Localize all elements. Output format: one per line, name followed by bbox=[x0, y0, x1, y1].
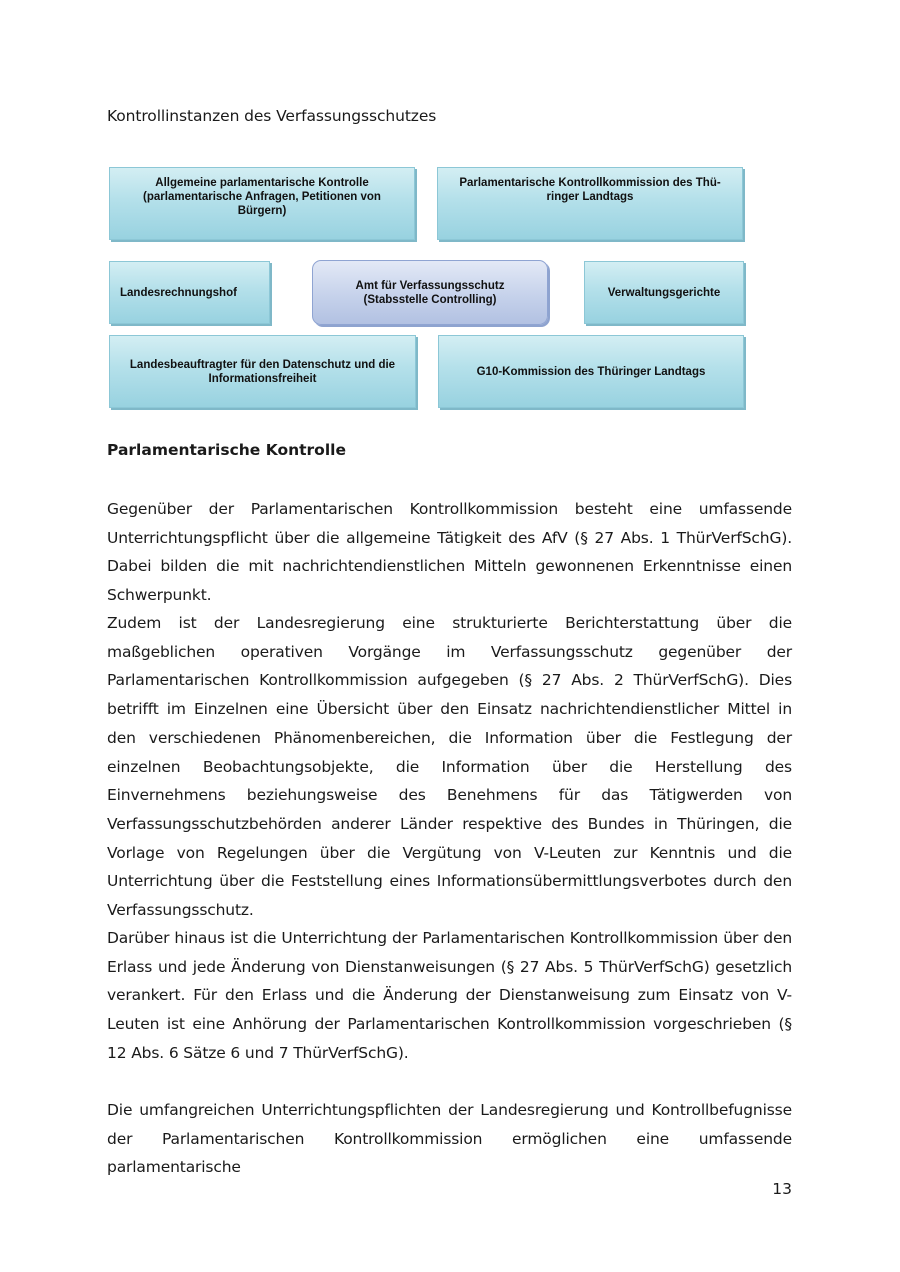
box-state-audit-court: Landesrechnungshof bbox=[109, 261, 270, 324]
paragraph-1: Gegenüber der Parlamentarischen Kontrollkommission besteht eine umfassende Unterrichtungspflicht über die allgemeine Tätigkeit des AfV (§ 27 Abs. 1 ThürVerfSchG). Dabei bilden die mit nachrichtendienstlichen Mitteln gewonnenen Erkenntnisse einen Schwerpunkt. bbox=[107, 500, 792, 605]
paragraph-2: Zudem ist der Landesregierung eine strukturierte Berichterstattung über die maßgeblichen operativen Vorgänge im Verfassungsschutz gegenüber der Parlamentarischen Kontrollkommission aufgegeben (§ 27 Abs. 2 ThürVerfSchG). Dies betrifft im Einzelnen eine Übersicht über den Einsatz nachrichtendienstlicher Mittel in den verschiedenen Phänomenbereichen, die Information über die Festlegung der einzelnen Beobachtungsobjekte, die Information über die Herstellung des Einvernehmens beziehungsweise des Benehmens für das Tätigwerden von Verfassungsschutzbehörden anderer Länder respektive des Bundes in Thüringen, die Vorlage von Regelungen über die Vergütung von V-Leuten zur Kenntnis und die Unterrichtung über die Feststellung eines Informationsübermittlungsverbotes durch den Verfassungsschutz. bbox=[107, 614, 792, 920]
box-g10-commission: G10-Kommission des Thüringer Landtags bbox=[438, 335, 744, 408]
section-heading: Parlamentarische Kontrolle bbox=[107, 441, 346, 459]
box-parliamentary-control-commission: Parlamentarische Kontrollkommission des Thü- ringer Landtags bbox=[437, 167, 743, 240]
paragraph-4: Die umfangreichen Unterrichtungspflichten der Landesregierung und Kontrollbefugnisse der Parlamentarischen Kontrollkommission ermöglichen eine umfassende parlamentarische bbox=[107, 1101, 792, 1177]
paragraph-3: Darüber hinaus ist die Unterrichtung der Parlamentarischen Kontrollkommission über den Erlass und jede Änderung von Dienstanweisungen (§ 27 Abs. 5 ThürVerfSchG) gesetzlich verankert. Für den Erlass und die Änderung der Dienstanweisung zum Einsatz von V-Leuten ist eine Anhörung der Parlamentarischen Kontrollkommission vorgeschrieben (§ 12 Abs. 6 Sätze 6 und 7 ThürVerfSchG). bbox=[107, 929, 792, 1062]
box-administrative-courts: Verwaltungsgerichte bbox=[584, 261, 744, 324]
box-general-parliamentary-control: Allgemeine parlamentarische Kontrolle (parlamentarische Anfragen, Petitionen von Bürgern) bbox=[109, 167, 415, 240]
page-number: 13 bbox=[772, 1180, 792, 1198]
box-office-for-constitution-protection: Amt für Verfassungsschutz (Stabsstelle Controlling) bbox=[312, 260, 548, 325]
diagram-caption: Kontrollinstanzen des Verfassungsschutzes bbox=[107, 107, 437, 125]
box-data-protection-commissioner: Landesbeauftragter für den Datenschutz und die Informationsfreiheit bbox=[109, 335, 416, 408]
